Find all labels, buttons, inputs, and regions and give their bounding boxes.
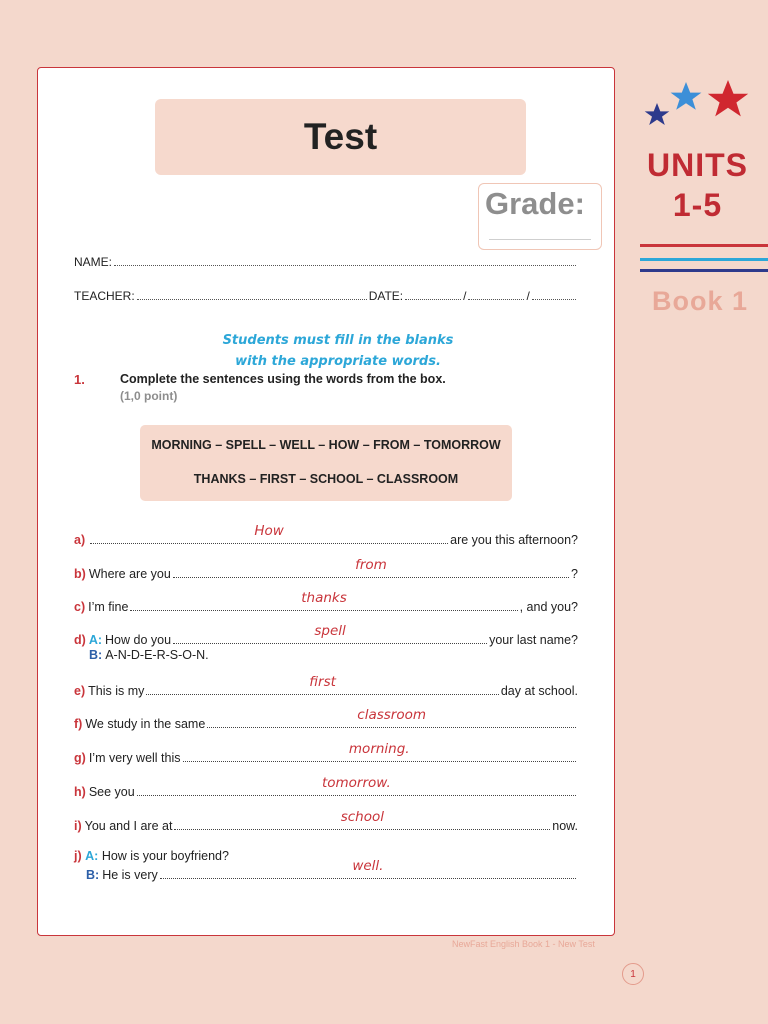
date-label: DATE: [368, 289, 404, 303]
sentence-end: day at school. [500, 684, 578, 698]
item-label: i) [74, 819, 82, 833]
reply-text: A-N-D-E-R-S-O-N. [105, 648, 209, 662]
sentence-d [74, 623, 578, 647]
sentence-end: now. [552, 819, 578, 833]
name-label: NAME: [74, 255, 113, 269]
stars-decoration [640, 76, 755, 136]
sentence-f [74, 707, 578, 731]
sentence-start: See you [88, 785, 135, 799]
speaker-b: B: [89, 648, 103, 662]
sentence-end: ? [571, 567, 578, 581]
sentence-d-reply [89, 648, 209, 662]
item-label: c) [74, 600, 86, 614]
units-label: UNITS [647, 147, 748, 183]
units-range: 1-5 [672, 187, 723, 223]
answer-blank[interactable] [146, 674, 498, 698]
speaker-b: B: [86, 868, 100, 882]
grade-box [478, 183, 602, 250]
sentence-e [74, 674, 578, 698]
answer-text: school [340, 809, 385, 825]
grade-line [489, 239, 591, 240]
date-month-blank[interactable] [468, 298, 524, 300]
sentence-b [74, 557, 578, 581]
stripe-navy [640, 269, 768, 272]
date-day-blank[interactable] [405, 298, 461, 300]
sentence-end: , and you? [519, 600, 578, 614]
speaker-a: A: [88, 633, 103, 647]
word-box [140, 425, 512, 501]
answer-text: from [355, 557, 387, 573]
item-label: b) [74, 567, 86, 581]
question-line: How is your boyfriend? [101, 849, 229, 863]
answer-blank[interactable] [160, 858, 576, 882]
question-text: Complete the sentences using the words from the box. [120, 372, 446, 386]
speaker-a: A: [85, 849, 99, 863]
answer-blank[interactable] [183, 741, 577, 765]
date-year-blank[interactable] [532, 298, 576, 300]
item-label: e) [74, 684, 86, 698]
sentence-start: He is very [102, 868, 158, 882]
sentence-start: Where are you [88, 567, 171, 581]
stripe-blue [640, 258, 768, 261]
answer-blank[interactable] [130, 590, 517, 614]
date-slash: / [526, 289, 530, 303]
sentence-start: This is my [88, 684, 145, 698]
name-field[interactable] [74, 253, 578, 269]
sentence-start: You and I are at [84, 819, 173, 833]
star-icon [708, 80, 748, 116]
star-icon [645, 103, 670, 125]
sentence-end: are you this afternoon? [450, 533, 578, 547]
sentence-a [74, 523, 578, 547]
answer-blank[interactable] [174, 809, 550, 833]
answer-text: morning. [348, 741, 410, 757]
teacher-date-field [74, 287, 578, 303]
answer-text: classroom [357, 707, 427, 723]
sentence-start: I’m very well this [88, 751, 181, 765]
instruction-note [178, 330, 498, 372]
footer-text: NewFast English Book 1 - New Test [452, 939, 595, 949]
sentence-start: We study in the same [85, 717, 206, 731]
item-label: a) [74, 533, 86, 547]
word-box-line: THANKS – FIRST – SCHOOL – CLASSROOM [193, 472, 459, 486]
sentence-g [74, 741, 578, 765]
name-blank[interactable] [114, 264, 576, 266]
item-label: g) [74, 751, 86, 765]
item-label: f) [74, 717, 83, 731]
item-label: d) [74, 633, 86, 647]
grade-label: Grade: [485, 186, 585, 221]
sentence-start: I’m fine [88, 600, 129, 614]
book-label: Book 1 [652, 286, 749, 316]
item-label: h) [74, 785, 86, 799]
page-title: Test [155, 99, 526, 175]
answer-text: spell [314, 623, 346, 639]
teacher-blank[interactable] [137, 298, 367, 300]
answer-text: first [309, 674, 336, 690]
star-icon [671, 82, 702, 110]
answer-blank[interactable] [137, 775, 576, 799]
units-heading [640, 145, 755, 225]
sentence-j [74, 849, 229, 863]
date-slash: / [463, 289, 467, 303]
sentence-start: How do you [105, 633, 172, 647]
answer-text: tomorrow. [321, 775, 391, 791]
answer-text: How [254, 523, 284, 539]
question-number: 1. [74, 372, 85, 387]
answer-blank[interactable] [90, 523, 448, 547]
answer-blank[interactable] [173, 623, 487, 647]
question-points: (1,0 point) [120, 389, 178, 403]
word-box-line: MORNING – SPELL – WELL – HOW – FROM – TOMORROW [151, 438, 501, 452]
item-label: j) [74, 849, 82, 863]
answer-blank[interactable] [207, 707, 576, 731]
sentence-h [74, 775, 578, 799]
page-number: 1 [622, 963, 644, 985]
answer-text: well. [352, 858, 384, 874]
instruction-line: Students must fill in the blanks [222, 333, 454, 348]
stripe-red [640, 244, 768, 247]
teacher-label: TEACHER: [74, 289, 135, 303]
answer-blank[interactable] [173, 557, 569, 581]
answer-text: thanks [301, 590, 347, 606]
sentence-j-reply [86, 858, 578, 882]
sentence-end: your last name? [489, 633, 578, 647]
test-sheet [37, 67, 615, 936]
sentence-i [74, 809, 578, 833]
instruction-line: with the appropriate words. [235, 354, 441, 369]
sentence-c [74, 590, 578, 614]
